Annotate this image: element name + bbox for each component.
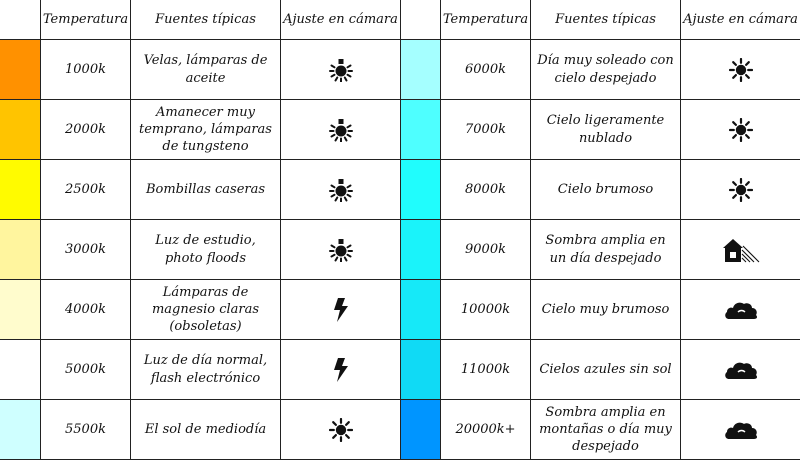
color-swatch — [0, 340, 40, 399]
header-camera: Ajuste en cámara — [680, 0, 800, 39]
temperature-value: 5500k — [40, 400, 130, 459]
color-swatch — [0, 100, 40, 159]
table-row — [0, 160, 400, 220]
table-row — [400, 100, 800, 160]
temperature-value: 9000k — [440, 220, 530, 279]
cloud-icon — [680, 280, 800, 339]
table-row — [400, 160, 800, 220]
table-row — [0, 100, 400, 160]
color-swatch — [400, 220, 440, 279]
tungsten-bulb-icon — [280, 100, 400, 159]
temperature-value: 7000k — [440, 100, 530, 159]
color-swatch — [400, 160, 440, 219]
table-row — [0, 340, 400, 400]
header-swatch — [400, 0, 440, 39]
typical-source: Lámparas de magnesio claras (obsoletas) — [130, 280, 280, 339]
color-swatch — [400, 400, 440, 459]
temperature-value: 2000k — [40, 100, 130, 159]
typical-source: Sombra amplia en montañas o día muy despejado — [530, 400, 680, 459]
header-swatch — [0, 0, 40, 39]
color-swatch — [400, 340, 440, 399]
table-row — [0, 40, 400, 100]
table-right-half — [400, 0, 800, 460]
typical-source: Día muy soleado con cielo despejado — [530, 40, 680, 99]
header-camera: Ajuste en cámara — [280, 0, 400, 39]
typical-source: Cielos azules sin sol — [530, 340, 680, 399]
typical-source: Velas, lámparas de aceite — [130, 40, 280, 99]
temperature-value: 8000k — [440, 160, 530, 219]
sun-icon — [680, 100, 800, 159]
typical-source: Cielo muy brumoso — [530, 280, 680, 339]
shade-house-icon — [680, 220, 800, 279]
header-temperature: Temperatura — [40, 0, 130, 39]
temperature-value: 2500k — [40, 160, 130, 219]
color-swatch — [0, 160, 40, 219]
table-row — [400, 400, 800, 460]
typical-source: Amanecer muy temprano, lámparas de tungsteno — [130, 100, 280, 159]
table-row — [400, 220, 800, 280]
color-swatch — [0, 280, 40, 339]
color-swatch — [0, 40, 40, 99]
header-row — [0, 0, 400, 40]
cloud-icon — [680, 340, 800, 399]
typical-source: Bombillas caseras — [130, 160, 280, 219]
temperature-value: 11000k — [440, 340, 530, 399]
tungsten-bulb-icon — [280, 220, 400, 279]
color-swatch — [400, 40, 440, 99]
typical-source: Cielo ligeramente nublado — [530, 100, 680, 159]
table-row — [0, 280, 400, 340]
header-row — [400, 0, 800, 40]
table-row — [0, 400, 400, 460]
temperature-value: 3000k — [40, 220, 130, 279]
temperature-value: 5000k — [40, 340, 130, 399]
header-sources: Fuentes típicas — [130, 0, 280, 39]
sun-icon — [280, 400, 400, 459]
flash-icon — [280, 340, 400, 399]
table-row — [400, 280, 800, 340]
color-swatch — [0, 400, 40, 459]
table-row — [400, 340, 800, 400]
color-swatch — [0, 220, 40, 279]
typical-source: El sol de mediodía — [130, 400, 280, 459]
typical-source: Sombra amplia en un día despejado — [530, 220, 680, 279]
flash-icon — [280, 280, 400, 339]
header-temperature: Temperatura — [440, 0, 530, 39]
color-swatch — [400, 100, 440, 159]
tungsten-bulb-icon — [280, 160, 400, 219]
tungsten-bulb-icon — [280, 40, 400, 99]
temperature-value: 10000k — [440, 280, 530, 339]
sun-icon — [680, 160, 800, 219]
typical-source: Luz de día normal, flash electrónico — [130, 340, 280, 399]
table-row — [0, 220, 400, 280]
temperature-value: 6000k — [440, 40, 530, 99]
typical-source: Luz de estudio, photo floods — [130, 220, 280, 279]
cloud-icon — [680, 400, 800, 459]
sun-icon — [680, 40, 800, 99]
temperature-value: 20000k+ — [440, 400, 530, 459]
temperature-value: 4000k — [40, 280, 130, 339]
typical-source: Cielo brumoso — [530, 160, 680, 219]
header-sources: Fuentes típicas — [530, 0, 680, 39]
temperature-value: 1000k — [40, 40, 130, 99]
color-swatch — [400, 280, 440, 339]
table-row — [400, 40, 800, 100]
